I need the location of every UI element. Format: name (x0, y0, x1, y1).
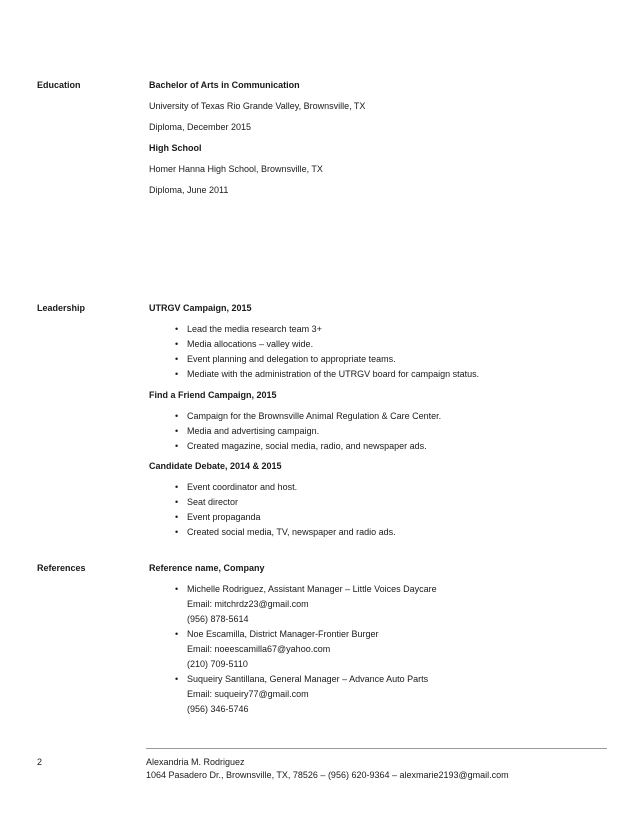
references-body (149, 563, 604, 719)
list-item: • Event planning and delegation to appropriate teams. (175, 354, 396, 364)
page-number: 2 (37, 757, 43, 767)
diploma-date: Diploma, June 2011 (149, 185, 229, 195)
school-name: Homer Hanna High School, Brownsville, TX (149, 164, 323, 174)
list-item: • Seat director (175, 497, 239, 507)
leadership-heading: Leadership (37, 303, 86, 313)
list-item: • Created social media, TV, newspaper and radio ads. (175, 527, 396, 537)
leadership-title: Find a Friend Campaign, 2015 (149, 390, 277, 400)
bullet-icon: • (175, 426, 179, 436)
bullet-icon: • (175, 482, 179, 492)
reference-name: Noe Escamilla, District Manager-Frontier Burger (187, 629, 379, 639)
reference-name: Michelle Rodriguez, Assistant Manager – Little Voices Daycare (187, 584, 437, 594)
reference-email: Email: suqueiry77@gmail.com (187, 689, 309, 699)
list-item: • Campaign for the Brownsville Animal Regulation & Care Center. (175, 411, 442, 421)
list-item: • Media allocations – valley wide. (175, 339, 314, 349)
bullet-icon: • (175, 354, 179, 364)
education-entry (149, 80, 604, 133)
bullet-icon: • (175, 411, 179, 421)
reference-name: Suqueiry Santillana, General Manager – Advance Auto Parts (187, 674, 429, 684)
reference-email: Email: noeescamilla67@yahoo.com (187, 644, 331, 654)
bullet-icon: • (175, 629, 179, 639)
list-item: • Media and advertising campaign. (175, 426, 320, 436)
list-item: • Event propaganda (175, 512, 261, 522)
reference-list (149, 584, 604, 715)
bullet-icon: • (175, 441, 179, 451)
bullet-icon: • (175, 324, 179, 334)
bullet-list (149, 324, 604, 380)
bullet-icon: • (175, 369, 179, 379)
bullet-list (149, 482, 604, 538)
list-item: • Created magazine, social media, radio, and newspaper ads. (175, 441, 427, 451)
leadership-entry (149, 461, 604, 538)
bullet-icon: • (175, 584, 179, 594)
reference-email: Email: mitchrdz23@gmail.com (187, 599, 309, 609)
reference-item (149, 629, 604, 670)
footer-contact: 1064 Pasadero Dr., Brownsville, TX, 78526 – (956) 620-9364 – alexmarie2193@gmail.com (146, 770, 509, 780)
leadership-title: UTRGV Campaign, 2015 (149, 303, 252, 313)
reference-phone: (956) 878-5614 (187, 614, 249, 624)
references-heading: References (37, 563, 86, 573)
footer-name: Alexandria M. Rodriguez (146, 757, 245, 767)
bullet-icon: • (175, 497, 179, 507)
reference-phone: (210) 709-5110 (187, 659, 248, 669)
bullet-list (149, 411, 604, 452)
references-title: Reference name, Company (149, 563, 265, 573)
list-item: • Event coordinator and host. (175, 482, 298, 492)
leadership-title: Candidate Debate, 2014 & 2015 (149, 461, 282, 471)
degree-title: Bachelor of Arts in Communication (149, 80, 300, 90)
school-name: University of Texas Rio Grande Valley, Brownsville, TX (149, 101, 366, 111)
education-entry (149, 143, 604, 196)
leadership-entry (149, 303, 604, 380)
diploma-date: Diploma, December 2015 (149, 122, 252, 132)
education-heading: Education (37, 80, 81, 90)
reference-item (149, 584, 604, 625)
leadership-entry (149, 390, 604, 452)
bullet-icon: • (175, 674, 179, 684)
footer-divider (146, 748, 607, 749)
bullet-icon: • (175, 339, 179, 349)
list-item: • Lead the media research team 3+ (175, 324, 322, 334)
reference-item (149, 674, 604, 715)
bullet-icon: • (175, 512, 179, 522)
list-item: • Mediate with the administration of the UTRGV board for campaign status. (175, 369, 480, 379)
degree-title: High School (149, 143, 202, 153)
bullet-icon: • (175, 527, 179, 537)
reference-phone: (956) 346-5746 (187, 704, 249, 714)
